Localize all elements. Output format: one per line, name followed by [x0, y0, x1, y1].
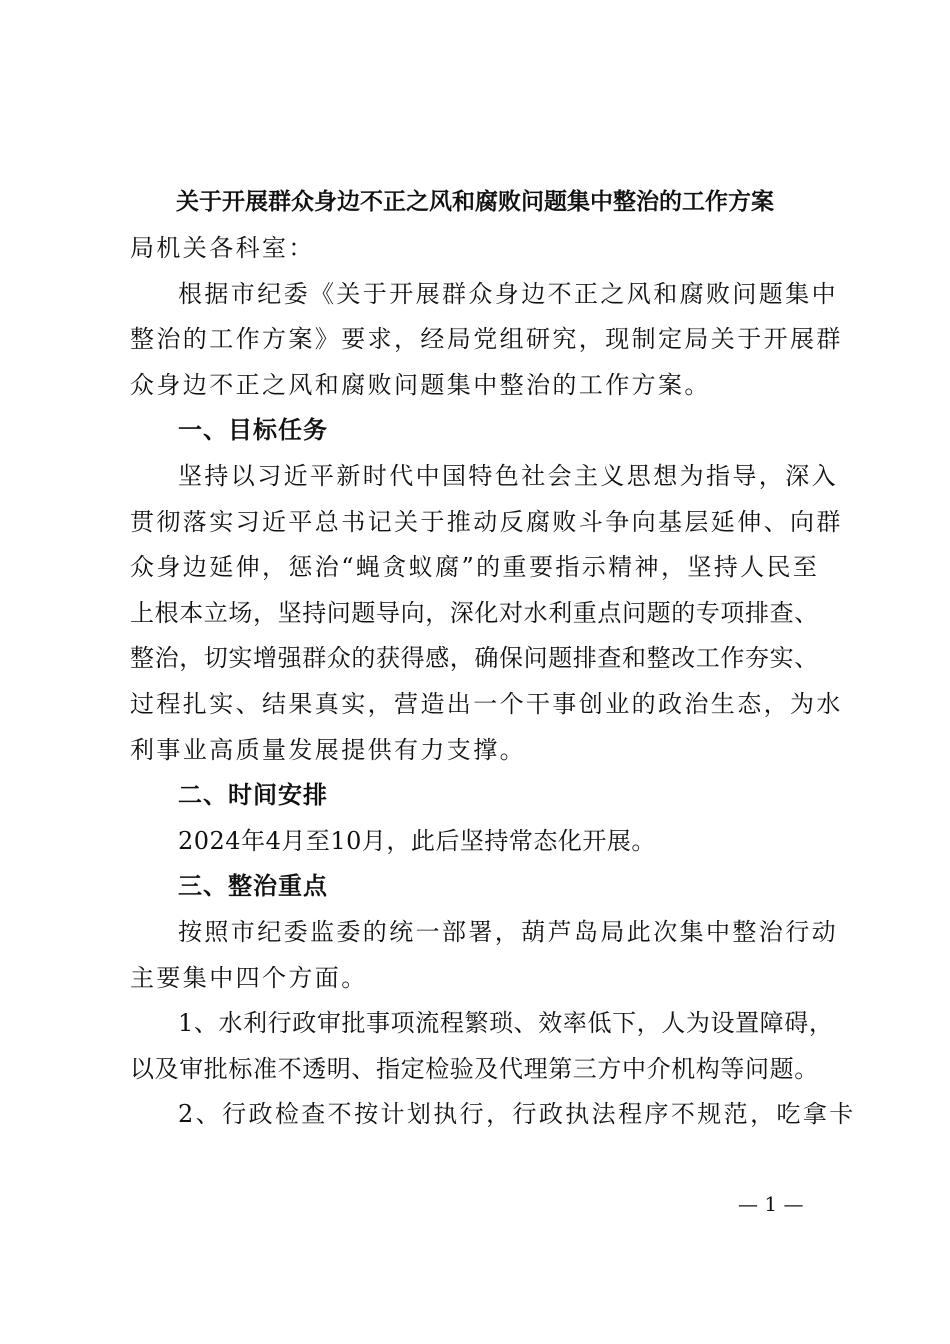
- section-heading: 三、整治重点: [178, 872, 328, 901]
- paragraph-line: 整治，切实增强群众的获得感，确保问题排查和整改工作夯实、: [130, 644, 819, 673]
- paragraph-line: 过程扎实、结果真实，营造出一个干事创业的政治生态，为水: [130, 689, 843, 718]
- document-title: 关于开展群众身边不正之风和腐败问题集中整治的工作方案: [176, 189, 774, 215]
- paragraph-line: 众身边不正之风和腐败问题集中整治的工作方案。: [130, 370, 711, 399]
- paragraph-line: 2、行政检查不按计划执行，行政执法程序不规范，吃拿卡: [178, 1100, 856, 1129]
- section-heading: 一、目标任务: [178, 416, 328, 445]
- paragraph-line: 2024年4月至10月，此后坚持常态化开展。: [178, 826, 656, 855]
- paragraph-line: 按照市纪委监委的统一部署，葫芦岛局此次集中整治行动: [178, 917, 838, 946]
- paragraph-line: 主要集中四个方面。: [130, 963, 368, 992]
- paragraph-line: 坚持以习近平新时代中国特色社会主义思想为指导，深入: [178, 461, 838, 490]
- section-heading: 二、时间安排: [178, 781, 328, 810]
- paragraph-line: 根据市纪委《关于开展群众身边不正之风和腐败问题集中: [178, 279, 838, 308]
- document-body: [130, 226, 856, 1138]
- paragraph-line: 整治的工作方案》要求，经局党组研究，现制定局关于开展群: [130, 325, 843, 354]
- paragraph-line: 1、水利行政审批事项流程繁琐、效率低下，人为设置障碍，: [178, 1009, 834, 1038]
- paragraph-line: 众身边延伸，惩治“蝇贪蚁腐”的重要指示精神，坚持人民至: [130, 553, 820, 582]
- page-number: — 1 —: [738, 1192, 804, 1216]
- paragraph-line: 贯彻落实习近平总书记关于推动反腐败斗争向基层延伸、向群: [130, 507, 843, 536]
- paragraph-line: 以及审批标准不透明、指定检验及代理第三方中介机构等问题。: [130, 1054, 819, 1083]
- salutation: 局机关各科室：: [130, 234, 315, 262]
- paragraph-line: 利事业高质量发展提供有力支撑。: [130, 735, 526, 764]
- paragraph-line: 上根本立场，坚持问题导向，深化对水利重点问题的专项排查、: [130, 598, 819, 627]
